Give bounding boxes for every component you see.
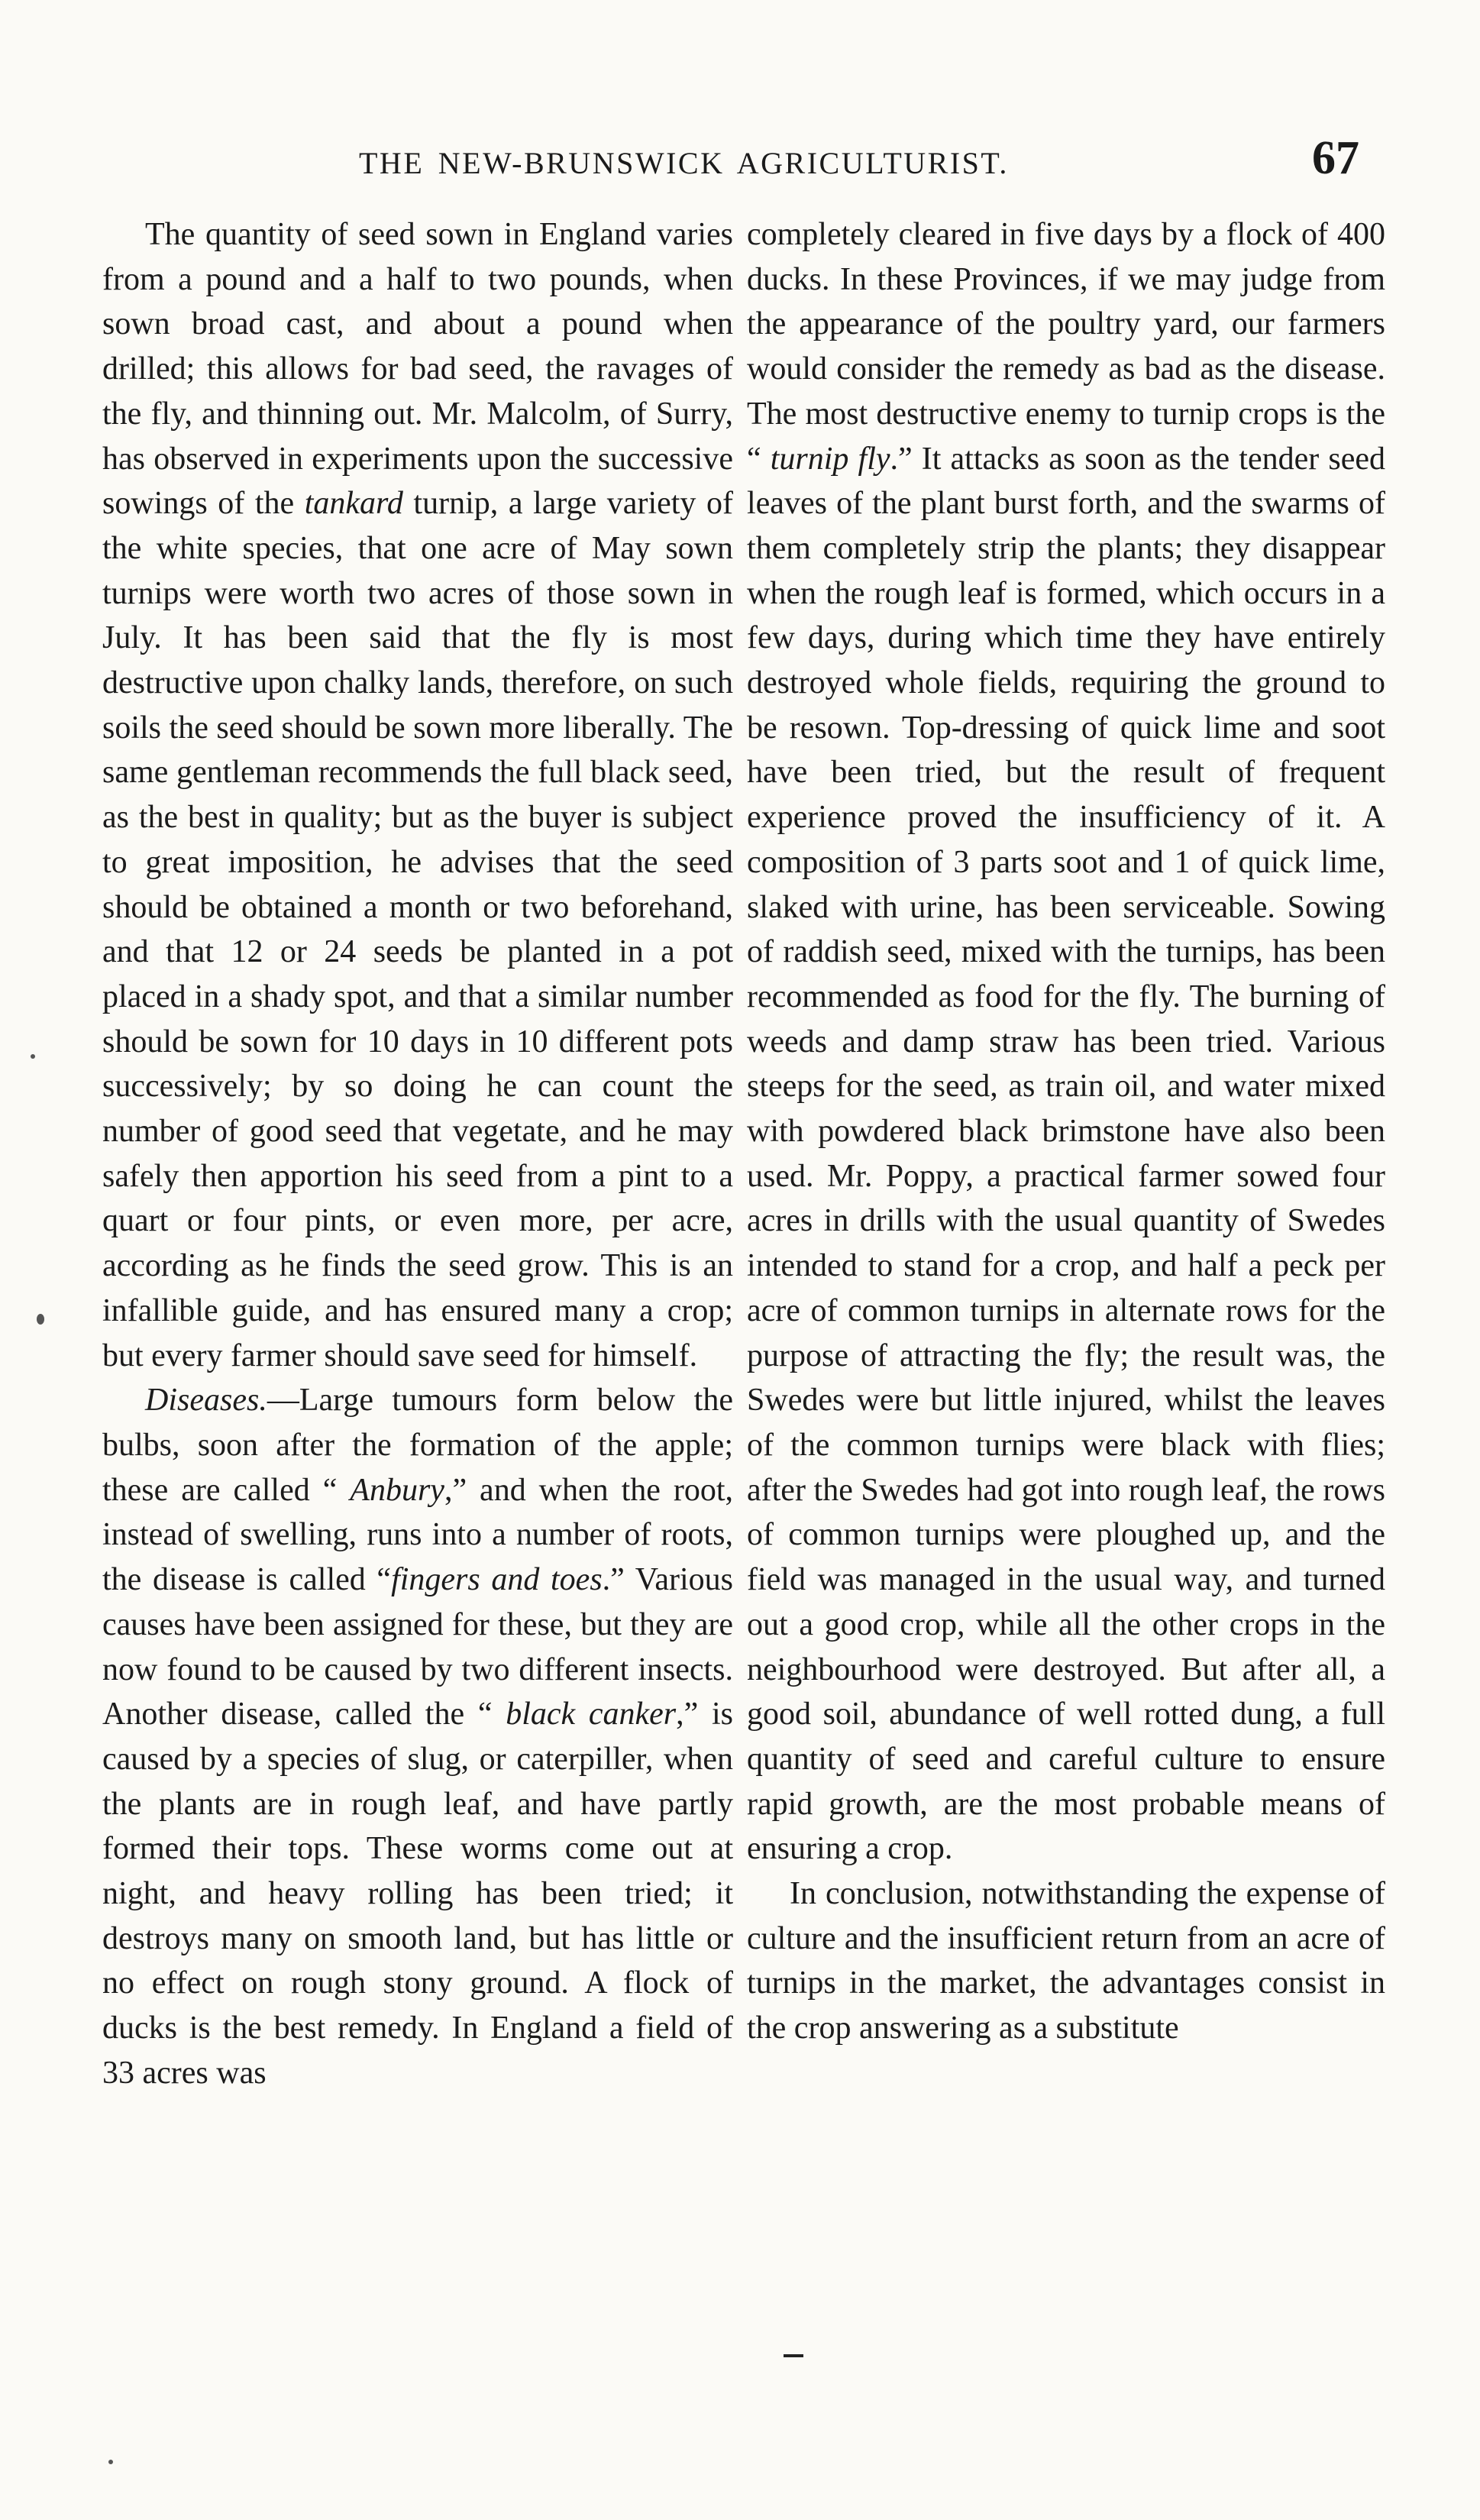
running-head: THE NEW-BRUNSWICK AGRICULTURIST. bbox=[359, 146, 1009, 180]
print-speck bbox=[31, 1054, 35, 1059]
footer-rule-mark bbox=[784, 2354, 803, 2357]
text-run: .” It attacks as soon as the tender seed leaves of the plant burst forth, and the swarms of them completely strip the plants; they disappear when the rough leaf is formed, which occurs in a few days, during which time they have entirely destroyed whole fields, requiring the ground to be resown. Top-dressing of quick lime and soot have been tried, but the result of frequent experience proved the insufficiency of it. A composition of 3 parts soot and 1 of quick lime, slaked with urine, has been serviceable. Sowing of raddish seed, mixed with the turnips, has been recommended as food for the fly. The burning of weeds and damp straw has been tried. Various steeps for the seed, as train oil, and water mixed with powdered black brimstone have also been used. Mr. Poppy, a practical farmer sowed four acres in drills with the usual quantity of Swedes intended to stand for a crop, and half a peck per acre of common turnips in alternate rows for the purpose of attracting the fly; the result was, the Swedes were but little injured, whilst the leaves of the common turnips were black with flies; after the Swedes had got into rough leaf, the rows of common turnips were ploughed up, and the field was managed in the usual way, and turned out a good crop, while all the other crops in the neighbourhood were destroyed. But after all, a good soil, abundance of well rotted dung, a full quantity of seed and careful culture to ensure rapid growth, are the most probable means of ensuring a crop. bbox=[747, 441, 1385, 1867]
text-run: ,” and when the root, instead of swelling, runs into a number of roots, the disease is called “ bbox=[102, 1472, 733, 1598]
paragraph-seed-quantity bbox=[102, 212, 733, 1378]
italic-term: tankard bbox=[304, 486, 403, 522]
italic-term: turnip fly bbox=[770, 441, 890, 477]
print-speck bbox=[108, 2460, 113, 2464]
paragraph-conclusion bbox=[747, 1871, 1385, 2051]
right-column bbox=[747, 212, 1385, 2051]
paragraph-diseases bbox=[102, 1378, 733, 2095]
paragraph-turnip-fly bbox=[747, 212, 1385, 1871]
italic-term: Anbury bbox=[350, 1472, 444, 1508]
section-heading-diseases: Diseases. bbox=[145, 1383, 267, 1419]
text-run: turnip, a large variety of the white species, that one acre of May sown turnips were worth two acres of those sown in July. It has been said that the fly is most destructive upon chalky lands, therefore, on such soils the seed should be sown more liberally. The same gentleman recommends the full black seed, as the best in quality; but as the buyer is subject to great imposition, he advises that the seed should be obtained a month or two beforehand, and that 12 or 24 seeds be planted in a pot placed in a shady spot, and that a similar number should be sown for 10 days in 10 different pots successively; by so doing he can count the number of good seed that vegetate, and he may safely then apportion his seed from a pint to a quart or four pints, or even more, per acre, according as he finds the seed grow. This is an infallible guide, and has ensured many a crop; but every farmer should save seed for himself. bbox=[102, 486, 733, 1373]
page-header bbox=[359, 131, 1359, 185]
text-run: In conclusion, notwithstanding the expense of culture and the insufficient return from an acre of turnips in the market, the advantages consist in the crop answering as a substitute bbox=[747, 1876, 1385, 2046]
text-run: —Large tumours form below the bulbs, soon after the formation of the apple; these are called “ bbox=[102, 1383, 733, 1508]
text-run: The quantity of seed sown in England varies from a pound and a half to two pounds, when sown broad cast, and about a pound when drilled; this allows for bad seed, the ravages of the fly, and thinning out. Mr. Malcolm, of Surry, has observed in experiments upon the successive sowings of the bbox=[102, 217, 733, 522]
italic-term: black canker bbox=[506, 1697, 677, 1732]
text-run: completely cleared in five days by a flock of 400 ducks. In these Provinces, if we may judge from the appearance of the poultry yard, our farmers would consider the remedy as bad as the disease. The most destructive enemy to turnip crops is the “ bbox=[747, 217, 1385, 477]
text-run: .” Various causes have been assigned for these, but they are now found to be caused by two different insects. Another disease, called the “ bbox=[102, 1562, 734, 1732]
text-run: ,” is caused by a species of slug, or caterpiller, when the plants are in rough leaf, and have partly formed their tops. These worms come out at night, and heavy rolling has been tried; it destroys many on smooth land, but has little or no effect on rough stony ground. A flock of ducks is the best remedy. In England a field of 33 acres was bbox=[102, 1697, 733, 2091]
print-speck bbox=[37, 1314, 44, 1325]
italic-term: fingers and toes bbox=[391, 1562, 603, 1598]
page-number: 67 bbox=[1312, 132, 1359, 184]
left-column bbox=[102, 212, 733, 2096]
